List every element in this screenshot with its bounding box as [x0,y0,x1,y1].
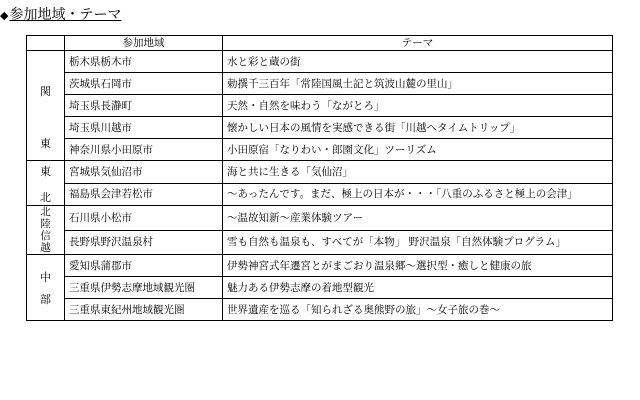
table-row [27,73,613,95]
theme-cell: 水と彩と蔵の街 [223,51,613,73]
participating-regions-table [26,35,613,321]
theme-cell: 〜温故知新〜産業体験ツアー [223,206,613,231]
region-char: 東 [40,165,51,178]
region-char: 関 [40,85,51,98]
area-cell: 長野県野沢温泉村 [65,230,223,255]
region-char: 北 [40,191,51,204]
area-cell: 埼玉県長瀞町 [65,95,223,117]
theme-cell: 天然・自然を味わう「ながとろ」 [223,95,613,117]
area-cell: 埼玉県川越市 [65,117,223,139]
theme-cell: 世界遺産を巡る「知られざる奥熊野の旅」〜女子旅の巻〜 [223,299,613,321]
region-cell-chubu [27,255,65,321]
theme-cell: 〜あったんです。まだ、極上の日本が・・・「八重のふるさと極上の会津」 [223,183,613,206]
table-header-row [27,36,613,51]
region-cell-tohoku [27,161,65,206]
table-row [27,183,613,206]
theme-cell: 海と共に生きる「気仙沼」 [223,161,613,184]
area-cell: 茨城県石岡市 [65,73,223,95]
section-title: 参加地域・テーマ [9,7,122,23]
area-cell: 福島県会津若松市 [65,183,223,206]
theme-cell: 魅力ある伊勢志摩の着地型観光 [223,277,613,299]
header-region [27,36,65,51]
theme-cell: 勅撰千三百年「常陸国風土記と筑波山麓の里山」 [223,73,613,95]
table-row [27,117,613,139]
region-char: 東 [40,137,51,150]
table-row [27,161,613,184]
header-area: 参加地域 [65,36,223,51]
diamond-bullet-icon: ◆ [0,9,9,22]
region-char: 信 [40,230,51,242]
table-row [27,277,613,299]
theme-cell: 雪も自然も温泉も、すべてが「本物」 野沢温泉「自然体験プログラム」 [223,230,613,255]
region-char: 部 [40,293,51,306]
theme-cell: 小田原宿「なりわい・郎園文化」ツーリズム [223,139,613,161]
theme-cell: 伊勢神宮式年遷宮とがまごおり温泉郷〜選択型・癒しと健康の旅 [223,255,613,277]
region-cell-hokuriku-shinetsu [27,206,65,255]
table-row [27,299,613,321]
table-row [27,51,613,73]
table-row [27,206,613,231]
area-cell: 栃木県栃木市 [65,51,223,73]
table-row [27,230,613,255]
region-char: 北 [40,206,51,218]
table-row [27,255,613,277]
header-theme: テーマ [223,36,613,51]
section-heading [0,4,121,26]
region-char: 陸 [40,218,51,230]
area-cell: 石川県小松市 [65,206,223,231]
table-row [27,139,613,161]
area-cell: 宮城県気仙沼市 [65,161,223,184]
region-char: 越 [40,242,51,254]
area-cell: 神奈川県小田原市 [65,139,223,161]
table-row [27,95,613,117]
area-cell: 愛知県蒲郡市 [65,255,223,277]
theme-cell: 懐かしい日本の風情を実感できる街「川越へタイムトリップ」 [223,117,613,139]
region-cell-kanto [27,51,65,161]
area-cell: 三重県東紀州地域観光圏 [65,299,223,321]
area-cell: 三重県伊勢志摩地域観光圏 [65,277,223,299]
region-char: 中 [40,271,51,284]
